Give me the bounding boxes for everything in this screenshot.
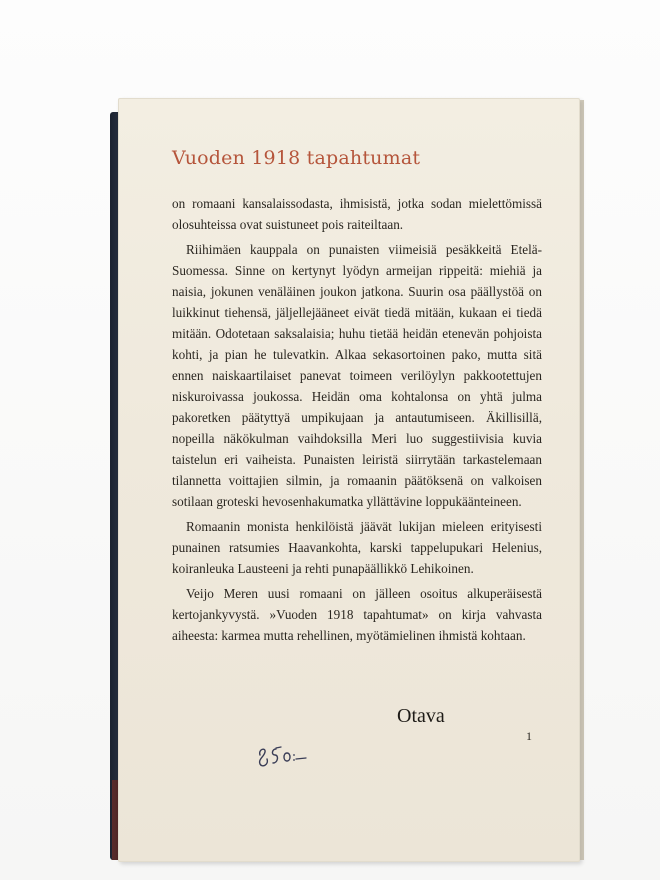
- blurb-text: [172, 193, 542, 650]
- blurb-paragraph: Veijo Meren uusi romaani on jälleen osoitus alkuperäisestä kertojankyvystä. »Vuoden 1918 tapahtumat» on kirja vahvasta aiheesta: karmea mutta rehellinen, myötämielinen ihmistä kohtaan.: [172, 586, 542, 643]
- blurb-paragraph: Romaanin monista henkilöistä jäävät lukijan mieleen erityisesti punainen ratsumies Haavankohta, karski tappelupukari Helenius, koiranleuka Lausteeni ja rehti punapäällikkö Lehikoinen.: [172, 519, 542, 576]
- blurb-paragraph: on romaani kansalaissodasta, ihmisistä, jotka sodan mielettömissä olosuhteissa ovat suistuneet pois raiteiltaan.: [172, 196, 542, 232]
- book-title-heading: Vuoden 1918 tapahtumat: [172, 147, 421, 169]
- page-number: 1: [526, 729, 532, 743]
- blurb-paragraph: Riihimäen kauppala on punaisten viimeisiä pesäkkeitä Etelä-Suomessa. Sinne on kertynyt lyödyn armeijan rippeitä: miehiä ja naisia, jokunen venäläinen joukon jatkona. Suurin osa päällystöä on luikkinut tiehensä, jäljellejääneet eivät tiedä mitään, kukaan ei tiedä mitään. Odotetaan saksalaisia; huhu tietää heidän etenevän pohjoista kohti, ja pian he tulevatkin. Alkaa sekasortoinen pako, mutta sitä ennen naiskaartilaiset panevat toimeen verilöylyn pakkootettujen niskuroivassa joukossa. Heidän oma kohtalonsa on yhtä julma pakoretken päätyttyä umpikujaan ja antautumiseen. Äkillisillä, nopeilla näkökulman vaihdoksilla Meri luo suggestiivisia kuvia taistelun eri vaiheista. Punaisten leiristä siirrytään tarkastelemaan tilannetta voittajien silmin, ja romaanin päätöksenä on valkoisen sotilaan groteski hevosenhakumatka yllättävine loppukäänteineen.: [172, 242, 542, 509]
- publisher-name: Otava: [397, 705, 445, 727]
- handwritten-price-mark: [256, 735, 316, 769]
